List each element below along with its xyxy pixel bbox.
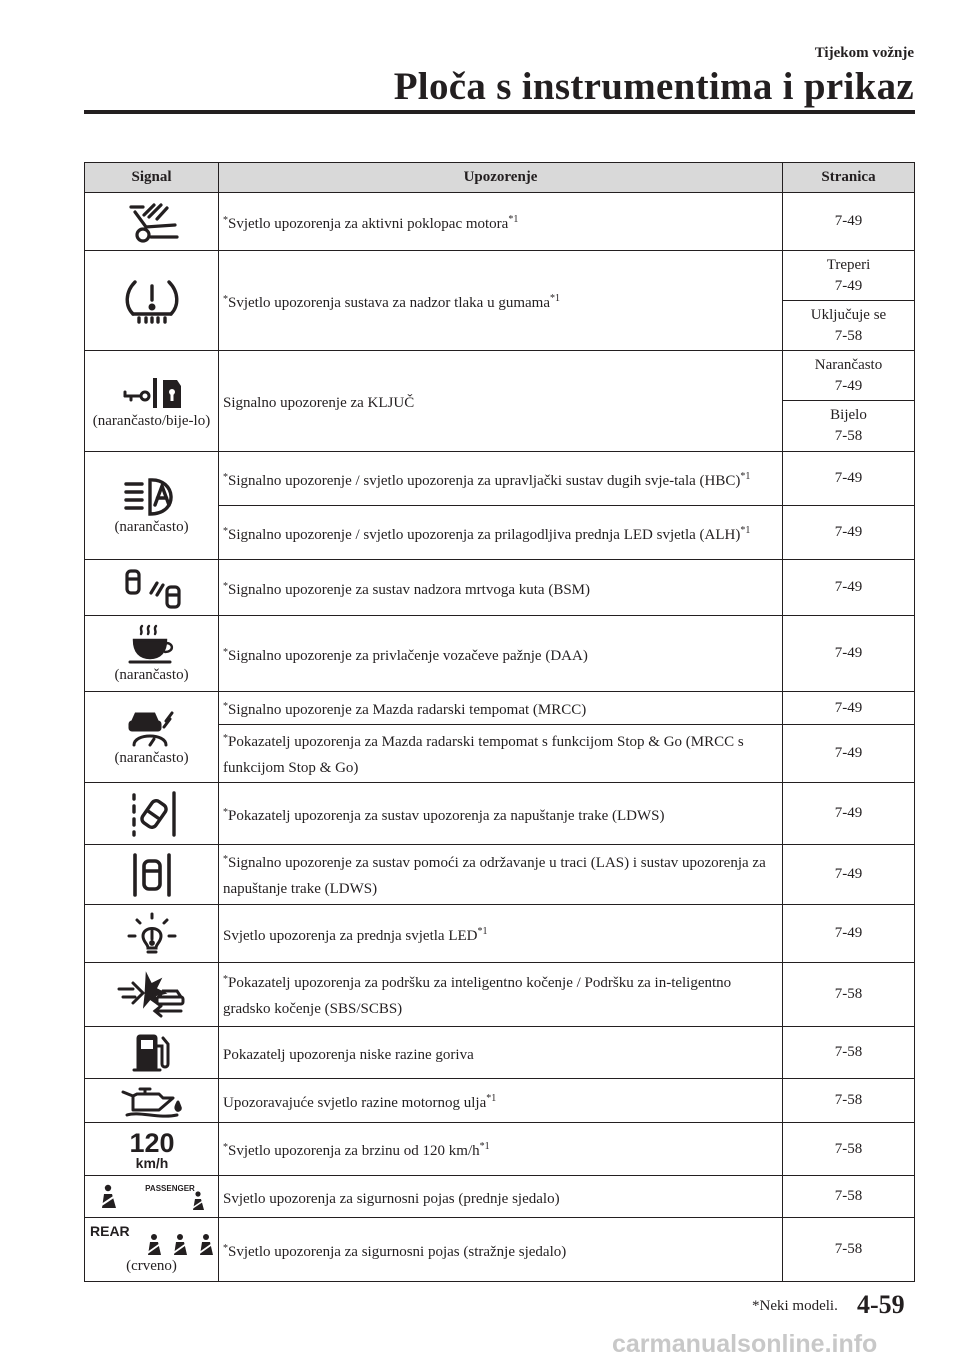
fuel-pump-icon (132, 1032, 172, 1074)
tire-pressure-icon (121, 276, 183, 326)
warning-cell: Pokazatelj upozorenja niske razine goriva (219, 1027, 783, 1079)
page-cell: 7-49 (783, 783, 915, 845)
blind-spot-icon (117, 565, 187, 611)
signal-cell (85, 692, 219, 783)
signal-cell (85, 251, 219, 351)
signal-cell (85, 560, 219, 616)
warning-cell: *Pokazatelj upozorenja za Mazda radarski tempomat s funkcijom Stop & Go (MRCC s funkcijom Stop & Go) (219, 725, 783, 783)
warning-cell: *Svjetlo upozorenja za aktivni poklopac motora$^{*1}$ (219, 193, 783, 251)
warning-cell: *Signalno upozorenje / svjetlo upozorenja za prilagodljiva prednja LED svjetla (ALH)$^{*1}$ (219, 506, 783, 560)
page-cell: 7-58 (783, 1218, 915, 1282)
warning-cell: *Pokazatelj upozorenja za podršku za inteligentno kočenje / Podršku za in-teligentno gradsko kočenje (SBS/SCBS) (219, 963, 783, 1027)
signal-cell (85, 1218, 219, 1282)
table-row (85, 1176, 915, 1218)
table-row (85, 1123, 915, 1176)
page-cell: 7-49 (783, 692, 915, 725)
page-cell: Narančasto 7-49 (783, 351, 915, 401)
table-row (85, 692, 915, 725)
signal-cell (85, 963, 219, 1027)
col-page: Stranica (783, 163, 915, 193)
warning-cell: Svjetlo upozorenja za sigurnosni pojas (prednje sjedalo) (219, 1176, 783, 1218)
signal-cell (85, 1079, 219, 1123)
warning-cell: *Signalno upozorenje za sustav nadzora mrtvoga kuta (BSM) (219, 560, 783, 616)
table-row (85, 905, 915, 963)
table-row (85, 963, 915, 1027)
table-row (85, 351, 915, 401)
warning-cell: *Signalno upozorenje / svjetlo upozorenja za upravljački sustav dugih svje-tala (HBC)$^{*1}$ (219, 452, 783, 506)
coffee-cup-icon (124, 622, 180, 666)
signal-cell (85, 616, 219, 692)
rear-label: REAR (89, 1223, 130, 1239)
table-row (85, 452, 915, 506)
table-row (85, 783, 915, 845)
signal-cell (85, 1123, 219, 1176)
page-cell: 7-49 (783, 452, 915, 506)
signal-table (84, 162, 915, 1282)
table-row (85, 1079, 915, 1123)
warning-cell: *Svjetlo upozorenja za brzinu od 120 $km/h^{*1}$ (219, 1123, 783, 1176)
page-cell: 7-58 (783, 1176, 915, 1218)
speed-120-value: 120 (128, 1128, 175, 1158)
headlight-auto-icon (120, 474, 184, 518)
table-row (85, 1218, 915, 1282)
active-bonnet-icon (121, 199, 183, 245)
radar-cruise-icon (124, 707, 180, 749)
table-row (85, 193, 915, 251)
watermark: carmanualsonline.info (612, 1330, 878, 1358)
table-row (85, 616, 915, 692)
signal-cell (85, 845, 219, 905)
warning-cell: *Signalno upozorenje za privlačenje vozačeve pažnje (DAA) (219, 616, 783, 692)
smart-brake-icon (115, 971, 189, 1019)
page-cell: 7-49 (783, 725, 915, 783)
warning-cell: Signalno upozorenje za KLJUČ (219, 351, 783, 452)
key-icon (119, 372, 185, 412)
page-cell: 7-49 (783, 193, 915, 251)
warning-cell: *Signalno upozorenje za Mazda radarski tempomat (MRCC) (219, 692, 783, 725)
signal-cell (85, 783, 219, 845)
signal-caption: (narančasto) (114, 667, 189, 683)
section-label: Tijekom vožnje (814, 45, 914, 61)
oil-can-icon (119, 1084, 185, 1118)
signal-caption: (crveno) (126, 1258, 177, 1274)
table-row (85, 1027, 915, 1079)
signal-cell (85, 1176, 219, 1218)
signal-cell (85, 452, 219, 560)
table-header-row (85, 163, 915, 193)
signal-caption: (narančasto/bije-lo) (92, 412, 211, 429)
page-cell: Uključuje se 7-58 (783, 301, 915, 351)
col-warning: Upozorenje (219, 163, 783, 193)
page-cell: 7-49 (783, 845, 915, 905)
seatbelt-front-icon (92, 1182, 212, 1212)
warning-cell: *Svjetlo upozorenja za sigurnosni pojas (stražnje sjedalo) (219, 1218, 783, 1282)
col-signal: Signal (85, 163, 219, 193)
lane-departure-icon (124, 789, 180, 839)
warning-cell: Upozoravajuće svjetlo razine motornog ulja$^{*1}$ (219, 1079, 783, 1123)
speed-120-icon (119, 1127, 185, 1171)
speed-120-unit: km/h (135, 1155, 168, 1171)
signal-cell (85, 905, 219, 963)
table-row (85, 560, 915, 616)
page-cell: 7-58 (783, 1027, 915, 1079)
table-row (85, 251, 915, 301)
page-cell: 7-49 (783, 905, 915, 963)
led-headlight-icon (123, 912, 181, 956)
lane-assist-icon (125, 851, 179, 899)
header-rule (84, 110, 915, 114)
page-cell: 7-49 (783, 560, 915, 616)
page-number: 4-59 (857, 1290, 905, 1319)
page-cell: 7-58 (783, 963, 915, 1027)
page-cell: 7-49 (783, 506, 915, 560)
page-title: Ploča s instrumentima i prikaz (393, 65, 914, 108)
page-cell: Treperi 7-49 (783, 251, 915, 301)
seatbelt-rear-icon (88, 1223, 216, 1257)
page-cell: 7-49 (783, 616, 915, 692)
passenger-label: PASSENGER (144, 1183, 195, 1193)
warning-cell: Svjetlo upozorenja za prednja svjetla LED$^{*1}$ (219, 905, 783, 963)
signal-caption: (narančasto) (114, 519, 189, 535)
signal-cell (85, 1027, 219, 1079)
footnote: *Neki modeli. (752, 1298, 838, 1314)
page-cell: 7-58 (783, 1123, 915, 1176)
page-cell: Bijelo 7-58 (783, 401, 915, 452)
signal-cell (85, 351, 219, 452)
warning-cell: *Pokazatelj upozorenja za sustav upozorenja za napuštanje trake (LDWS) (219, 783, 783, 845)
signal-cell (85, 193, 219, 251)
page-cell: 7-58 (783, 1079, 915, 1123)
warning-cell: *Svjetlo upozorenja sustava za nadzor tlaka u gumama$^{*1}$ (219, 251, 783, 351)
signal-caption: (narančasto) (114, 749, 189, 766)
warning-cell: *Signalno upozorenje za sustav pomoći za održavanje u traci (LAS) i sustav upozorenja za napuštanje trake (LDWS) (219, 845, 783, 905)
table-row (85, 845, 915, 905)
